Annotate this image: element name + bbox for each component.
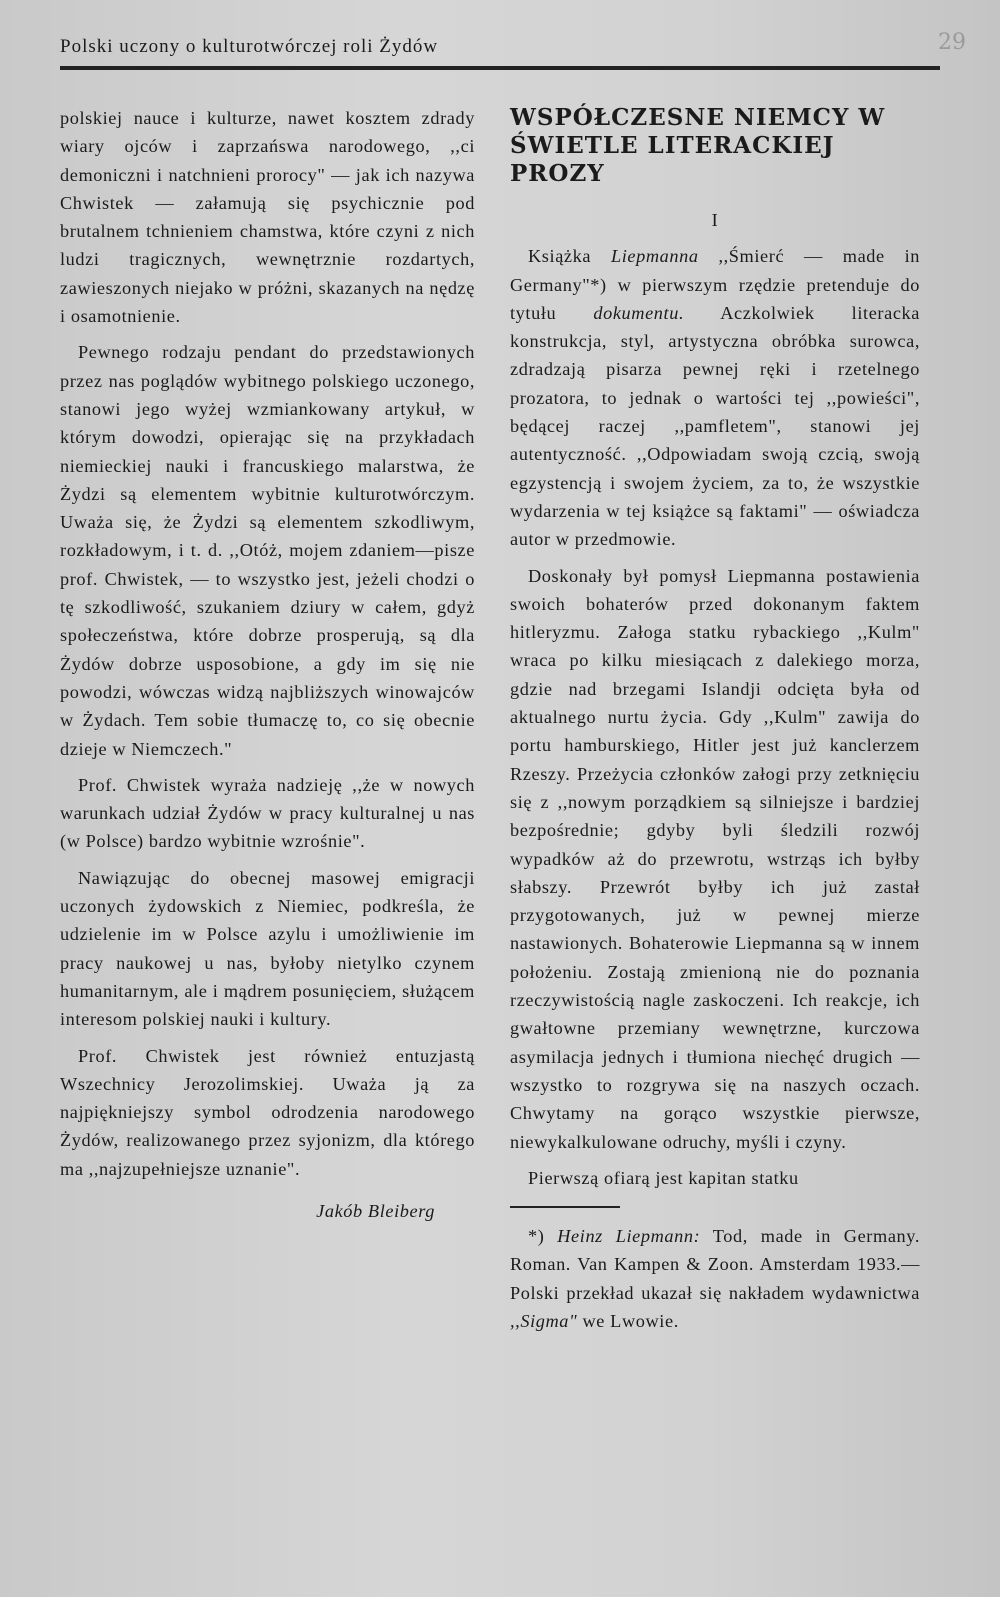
text-run: Książka bbox=[528, 246, 611, 267]
footnote-author: Heinz Liepmann: bbox=[557, 1226, 701, 1247]
paragraph: Nawiązując do obecnej masowej emigracji uczonych żydowskich z Niemiec, podkreśla, że udzielenie im w Polsce azylu i umożliwienie im pracy naukowej u nas, byłoby nietylko czynem humanitarnym, ale i mądrem posunięciem, służącem interesom polskiej nauki i kultury. bbox=[60, 867, 475, 1030]
footnote bbox=[510, 1222, 920, 1335]
running-header: Polski uczony o kulturotwórczej roli Żydów bbox=[60, 36, 439, 57]
paragraph: polskiej nauce i kulturze, nawet kosztem zdrady wiary ojców i zaprzańswa narodowego, ,,ci demoniczni i natchnieni prorocy" — jak ich nazywa Chwistek — załamują się psychicznie pod brutalnem tchnieniem chamstwa, które czyni z nich ludzi tragicznych, wewnętrznie rozdartych, zawieszonych niejako w próżni, skazanych na nędzę i osamotnienie. bbox=[60, 108, 475, 327]
header-rule bbox=[60, 66, 940, 70]
text-run: Tod, made in Germany. Roman. Van Kampen & Zoon. Amsterdam 1933.—Polski przekład ukazał się nakładem wydawnictwa bbox=[510, 1226, 920, 1303]
left-column bbox=[60, 104, 475, 1225]
emphasis: dokumentu. bbox=[593, 302, 685, 323]
paragraph: Prof. Chwistek wyraża nadzieję ,,że w nowych warunkach udział Żydów w pracy kulturalnej u nas (w Polsce) bardzo wybitnie wzrośnie". bbox=[60, 774, 475, 852]
article-title: WSPÓŁCZESNE NIEMCY W ŚWIETLE LITERACKIEJ PROZY bbox=[510, 104, 886, 187]
text-run: we Lwowie. bbox=[577, 1310, 679, 1331]
paragraph bbox=[510, 242, 920, 553]
publisher-name: ,,Sigma" bbox=[510, 1310, 578, 1331]
section-number: I bbox=[711, 210, 719, 230]
paragraph: Pierwszą ofiarą jest kapitan statku bbox=[528, 1167, 799, 1188]
author-name: Liepmanna bbox=[610, 246, 699, 267]
footnote-rule bbox=[510, 1206, 620, 1208]
paragraph: Pewnego rodzaju pendant do przedstawionych przez nas poglądów wybitnego polskiego uczonego, stanowi jego wyżej wzmiankowany artykuł, w którym dowodzi, opierając się na przykładach niemieckiej nauki i francuskiego malarstwa, że Żydzi są elementem wybitnie kulturotwórczym. Uważa się, że Żydzi są elementem szkodliwym, rozkładowym, i t. d. ,,Otóż, mojem zdaniem—pisze prof. Chwistek, — to wszystko jest, jeżeli chodzi o tę szkodliwość, szukaniem dziury w całem, gdyż społeczeństwa, które dobrze prosperują, są dla Żydów dobrze usposobione, a gdy im się nie powodzi, wówczas widzą najbliższych winowajców w Żydach. Tem sobie tłumaczę to, co się obecnie dzieje w Niemczech." bbox=[60, 342, 475, 759]
text-run: ,,Śmierć — made in Germany"*) w pierwszym rzędzie pretenduje do tytułu bbox=[510, 246, 921, 323]
paragraph: Doskonały był pomysł Liepmanna postawienia swoich bohaterów przed dokonanym faktem hitleryzmu. Załoga statku rybackiego ,,Kulm" wraca po kilku miesiącach z dalekiego morza, gdzie nad brzegami Islandji odcięta była od aktualnego nurtu życia. Gdy ,,Kulm" zawija do portu hamburskiego, Hitler jest już kanclerzem Rzeszy. Przeżycia członków załogi przy zetknięciu się z ,,nowym porządkiem są silniejsze i bardziej bezpośrednie; gdyby byli śledzili rozwój wypadków aż do przewrotu, wstrząs ich byłby słabszy. Przewrót byłby ich już zastał przygotowanych, już w pewnej mierze nastawionych. Bohaterowie Liepmanna są w innem położeniu. Zostają zmienioną nie do poznania rzeczywistością nagle zaskoczeni. Ich reakcje, ich gwałtowne przemiany wewnętrzne, kurczowa asymilacja jednych i tłumiona niechęć drugich — wszystko to rozgrywa się na naszych oczach. Chwytamy na gorąco wszystkie pierwsze, niewykalkulowane odruchy, myśli i czyny. bbox=[510, 565, 920, 1152]
author-signature: Jakób Bleiberg bbox=[316, 1200, 435, 1221]
page-number: 29 bbox=[938, 30, 966, 55]
text-run: Aczkolwiek literacka konstrukcja, styl, artystyczna obróbka surowca, zdradzają pisarza pewnej ręki i rzetelnego prozatora, to jednak o wartości tej ,,powieści", będącej raczej ,,pamfletem", stanowi jej autentyczność. ,,Odpowiadam swoją czcią, swoją egzystencją i swojem życiem, za to, że wszystkie wydarzenia w tej książce są faktami" — oświadcza autor w przedmowie. bbox=[510, 302, 920, 550]
footnote-text bbox=[510, 1222, 920, 1335]
right-column bbox=[510, 104, 920, 1343]
footnote-marker: *) bbox=[528, 1226, 558, 1247]
paragraph: Prof. Chwistek jest również entuzjastą Wszechnicy Jerozolimskiej. Uważa ją za najpiękniejszy symbol odrodzenia narodowego Żydów, realizowanego przez syjonizm, dla którego ma ,,najzupełniejsze uznanie". bbox=[60, 1045, 475, 1179]
